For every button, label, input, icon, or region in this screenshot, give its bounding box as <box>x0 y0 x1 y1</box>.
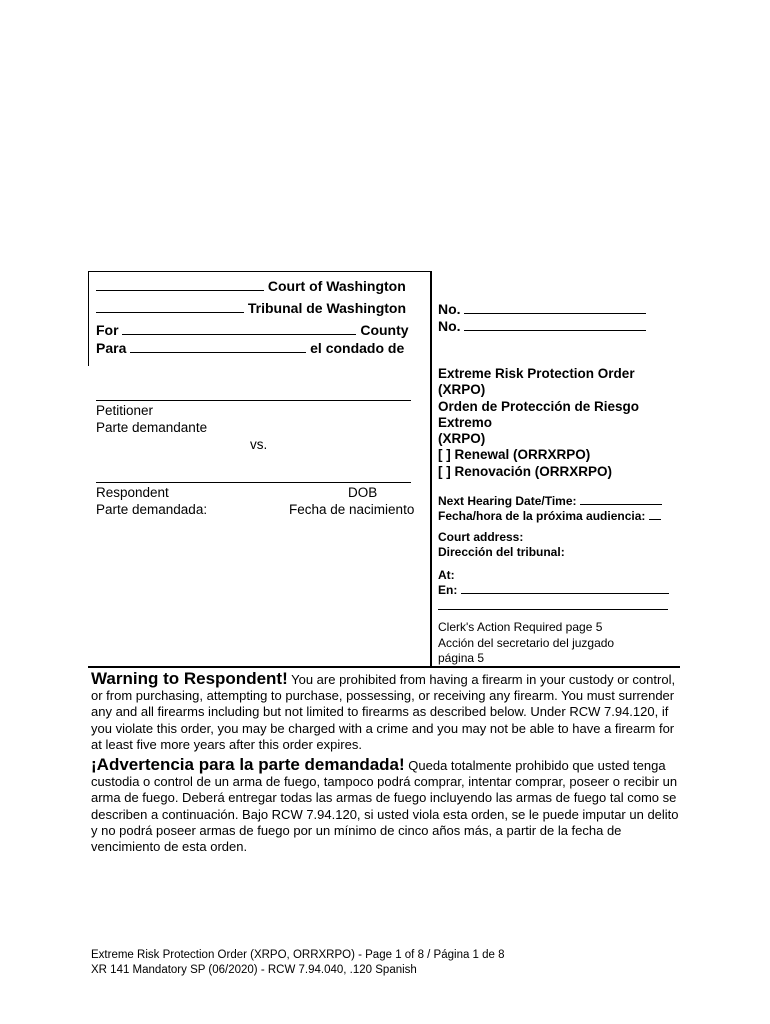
warning-text-en: You are prohibited from having a firearm in your custody or control, or from purchasing, attempting to purchase, possessing, or receiving any firearm. You must surrender any and all firearms including but not limited to firearms as described below. Under RCW 7.94.120, if you violate this order, you may be charged with a crime and you may not be able to have a firearm for at least five more years after this order expires. <box>91 672 676 752</box>
renewal-checkbox-es[interactable]: [ ] Renovación (ORRXRPO) <box>438 463 613 479</box>
for-label: For <box>96 322 119 338</box>
clerk-action <box>438 620 614 667</box>
next-hearing-label-es: Fecha/hora de la próxima audiencia: <box>438 509 646 523</box>
section-divider <box>88 666 680 668</box>
case-number-blank-es[interactable] <box>464 318 646 331</box>
court-address-label-es: Dirección del tribunal: <box>438 545 565 559</box>
footer-line: Extreme Risk Protection Order (XRPO, ORRXRPO) - Page 1 of 8 / Página 1 de 8 <box>91 949 505 961</box>
versus-label: vs. <box>250 437 268 452</box>
county-label: County <box>360 322 409 338</box>
county-blank[interactable] <box>122 322 356 335</box>
court-line-es <box>96 300 406 316</box>
case-number-blank-en[interactable] <box>464 301 646 314</box>
en-label: En: <box>438 583 458 597</box>
clerk-action-line: página 5 <box>438 651 485 665</box>
court-name-blank[interactable] <box>96 278 264 291</box>
renewal-checkbox-en[interactable]: [ ] Renewal (ORRXRPO) <box>438 447 591 463</box>
para-label: Para <box>96 340 127 356</box>
order-title-line: (XRPO) <box>438 431 486 447</box>
caption-divider <box>430 271 432 667</box>
order-title-line: (XRPO) <box>438 382 486 398</box>
next-hearing-blank[interactable] <box>580 494 662 505</box>
county-line-en <box>96 322 409 338</box>
dob-label-es: Fecha de nacimiento <box>289 502 415 517</box>
petitioner-label: Petitioner <box>96 403 154 418</box>
court-label-es: Tribunal de Washington <box>247 300 407 316</box>
order-title-line: Orden de Protección de Riesgo <box>438 398 640 414</box>
at-label: At: <box>438 568 455 582</box>
respondent-label-es: Parte demandada: <box>96 502 208 517</box>
case-number-label-es: No. <box>438 318 461 334</box>
warning-spanish <box>91 757 681 855</box>
warning-text-es: Queda totalmente prohibido que usted tenga custodia o control de un arma de fuego, tampoco podrá comprar, intentar comprar, poseer o recibir un arma de fuego. Deberá entregar todas las armas de fuego incluyendo las armas de fuego tal como se describen a continuación. Bajo RCW 7.94.120, si usted viola esta orden, se le puede imputar un delito y no podrá poseer armas de fuego por un mínimo de cinco años más, a partir de la fecha de vencimiento de esta orden. <box>91 758 679 855</box>
condado-label: el condado de <box>310 340 405 356</box>
next-hearing-es <box>438 509 661 523</box>
next-hearing-label: Next Hearing Date/Time: <box>438 494 577 508</box>
clerk-action-line: Acción del secretario del juzgado <box>438 635 615 650</box>
order-title-line: Extreme Risk Protection Order <box>438 366 635 381</box>
petitioner-label-es: Parte demandante <box>96 420 208 435</box>
order-title-line: Extremo <box>438 414 493 430</box>
court-line-en <box>96 278 406 294</box>
case-number-label-en: No. <box>438 301 461 317</box>
en-line <box>438 583 669 597</box>
footer-line: XR 141 Mandatory SP (06/2020) - RCW 7.94.040, .120 Spanish <box>91 964 417 976</box>
court-address-blank-2[interactable] <box>438 609 668 610</box>
order-title <box>438 366 639 480</box>
case-number-en <box>438 301 646 317</box>
county-line-es <box>96 340 404 356</box>
petitioner-name-line[interactable] <box>96 400 411 401</box>
respondent-label: Respondent <box>96 485 169 500</box>
clerk-action-line: Clerk's Action Required page 5 <box>438 620 603 634</box>
next-hearing-en <box>438 494 662 508</box>
case-number-es <box>438 318 646 334</box>
court-address-label: Court address: <box>438 530 524 544</box>
next-hearing-blank-es[interactable] <box>649 509 661 520</box>
warning-english <box>91 671 681 753</box>
dob-label: DOB <box>348 485 378 500</box>
warning-heading-es: ¡Advertencia para la parte demandada! <box>91 755 405 774</box>
court-address-blank[interactable] <box>461 583 669 594</box>
court-label-en: Court of Washington <box>267 278 406 294</box>
page-footer <box>91 948 505 978</box>
respondent-name-line[interactable] <box>96 482 411 483</box>
tribunal-name-blank[interactable] <box>96 300 244 313</box>
warning-heading-en: Warning to Respondent! <box>91 669 288 688</box>
condado-blank[interactable] <box>130 340 306 353</box>
